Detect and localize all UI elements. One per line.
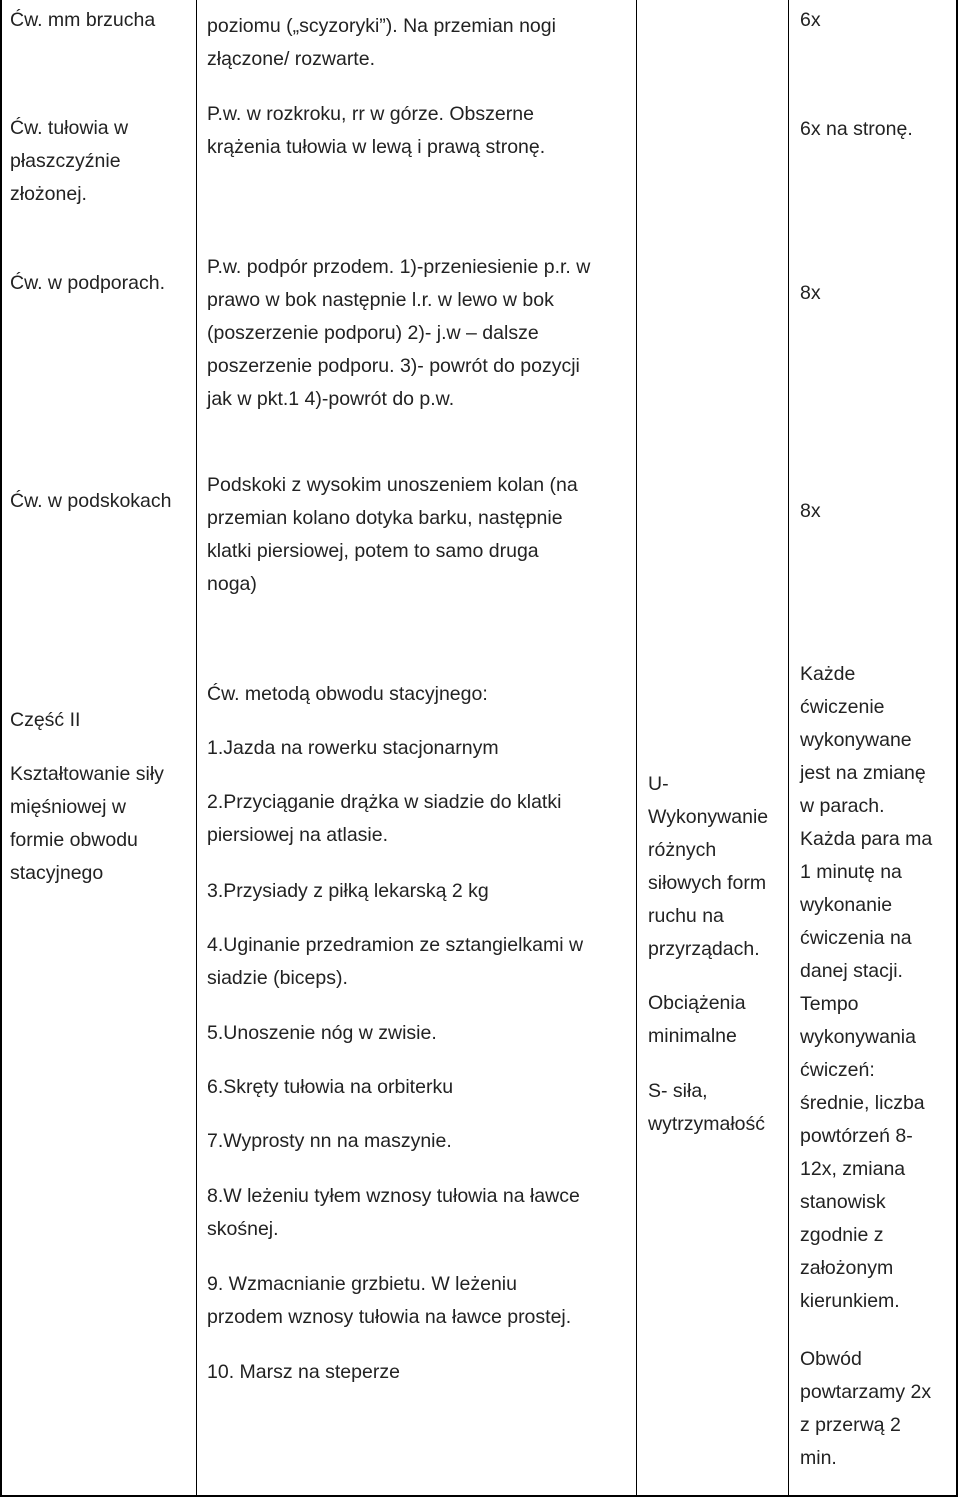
station-10: 10. Marsz na steperze (207, 1361, 400, 1383)
station-6: 6.Skręty tułowia na orbiterku (207, 1076, 454, 1098)
row2-description: P.w. podpór przodem. 1)-przeniesienie p.r. w prawo w bok następnie l.r. w lewo w bok (poszerzenie podporu) 2)- j.w – dalsze poszerzenie podporu. 3)- powrót do pozycji jak w pkt.1 4)-powrót do p.w. (207, 256, 591, 410)
table-border-bottom (0, 1495, 958, 1497)
row3-dosage: 8x (800, 500, 821, 522)
column-divider-3 (788, 0, 789, 1497)
row4-part-title: Część II (10, 709, 81, 731)
row3-exercise-name: Ćw. w podskokach (10, 490, 172, 512)
row1-exercise-name-1: Ćw. mm brzucha (10, 9, 156, 31)
organization-notes: Każde ćwiczenie wykonywane jest na zmianę w parach. Każda para ma 1 minutę na wykonanie ćwiczenia na danej stacji. Tempo wykonywania ćwiczeń: średnie, liczba powtórzeń 8- 12x, zmiana stanowisk zgodnie z założonym kierunkiem. (800, 663, 933, 1312)
station-1: 1.Jazda na rowerku stacjonarnym (207, 737, 499, 759)
row1-dosage-1: 6x (800, 9, 821, 31)
table-border-right (956, 0, 958, 1497)
circuit-repeat-note: Obwód powtarzamy 2x z przerwą 2 min. (800, 1348, 932, 1469)
row1-dosage-2: 6x na stronę. (800, 118, 913, 140)
abilities-description: S- siła, wytrzymałość (648, 1080, 766, 1135)
station-4: 4.Uginanie przedramion ze sztangielkami w siadzie (biceps). (207, 934, 584, 989)
circuit-intro: Ćw. metodą obwodu stacyjnego: (207, 683, 488, 705)
row3-description: Podskoki z wysokim unoszeniem kolan (na przemian kolano dotyka barku, następnie klatki piersiowej, potem to samo druga noga) (207, 474, 578, 595)
station-3: 3.Przysiady z piłką lekarską 2 kg (207, 880, 489, 902)
row1-description-2: P.w. w rozkroku, rr w górze. Obszerne krążenia tułowia w lewą i prawą stronę. (207, 103, 546, 158)
station-2: 2.Przyciąganie drążka w siadzie do klatki piersiowej na atlasie. (207, 791, 562, 846)
station-8: 8.W leżeniu tyłem wznosy tułowia na ławce skośnej. (207, 1185, 580, 1240)
table-border-left (0, 0, 2, 1497)
column-divider-2 (636, 0, 637, 1497)
load-description: Obciążenia minimalne (648, 992, 746, 1047)
station-5: 5.Unoszenie nóg w zwisie. (207, 1022, 437, 1044)
row2-dosage: 8x (800, 282, 821, 304)
row4-part-subtitle: Kształtowanie siły mięśniowej w formie obwodu stacyjnego (10, 763, 164, 884)
row2-exercise-name: Ćw. w podporach. (10, 272, 166, 294)
station-9: 9. Wzmacnianie grzbietu. W leżeniu przodem wznosy tułowia na ławce prostej. (207, 1273, 572, 1328)
goal-description: U- Wykonywanie różnych siłowych form ruchu na przyrządach. (648, 773, 769, 960)
row1-description-1: poziomu („scyzoryki”). Na przemian nogi złączone/ rozwarte. (207, 15, 556, 70)
column-divider-1 (196, 0, 197, 1497)
station-7: 7.Wyprosty nn na maszynie. (207, 1130, 452, 1152)
row1-exercise-name-2: Ćw. tułowia w płaszczyźnie złożonej. (10, 117, 129, 205)
